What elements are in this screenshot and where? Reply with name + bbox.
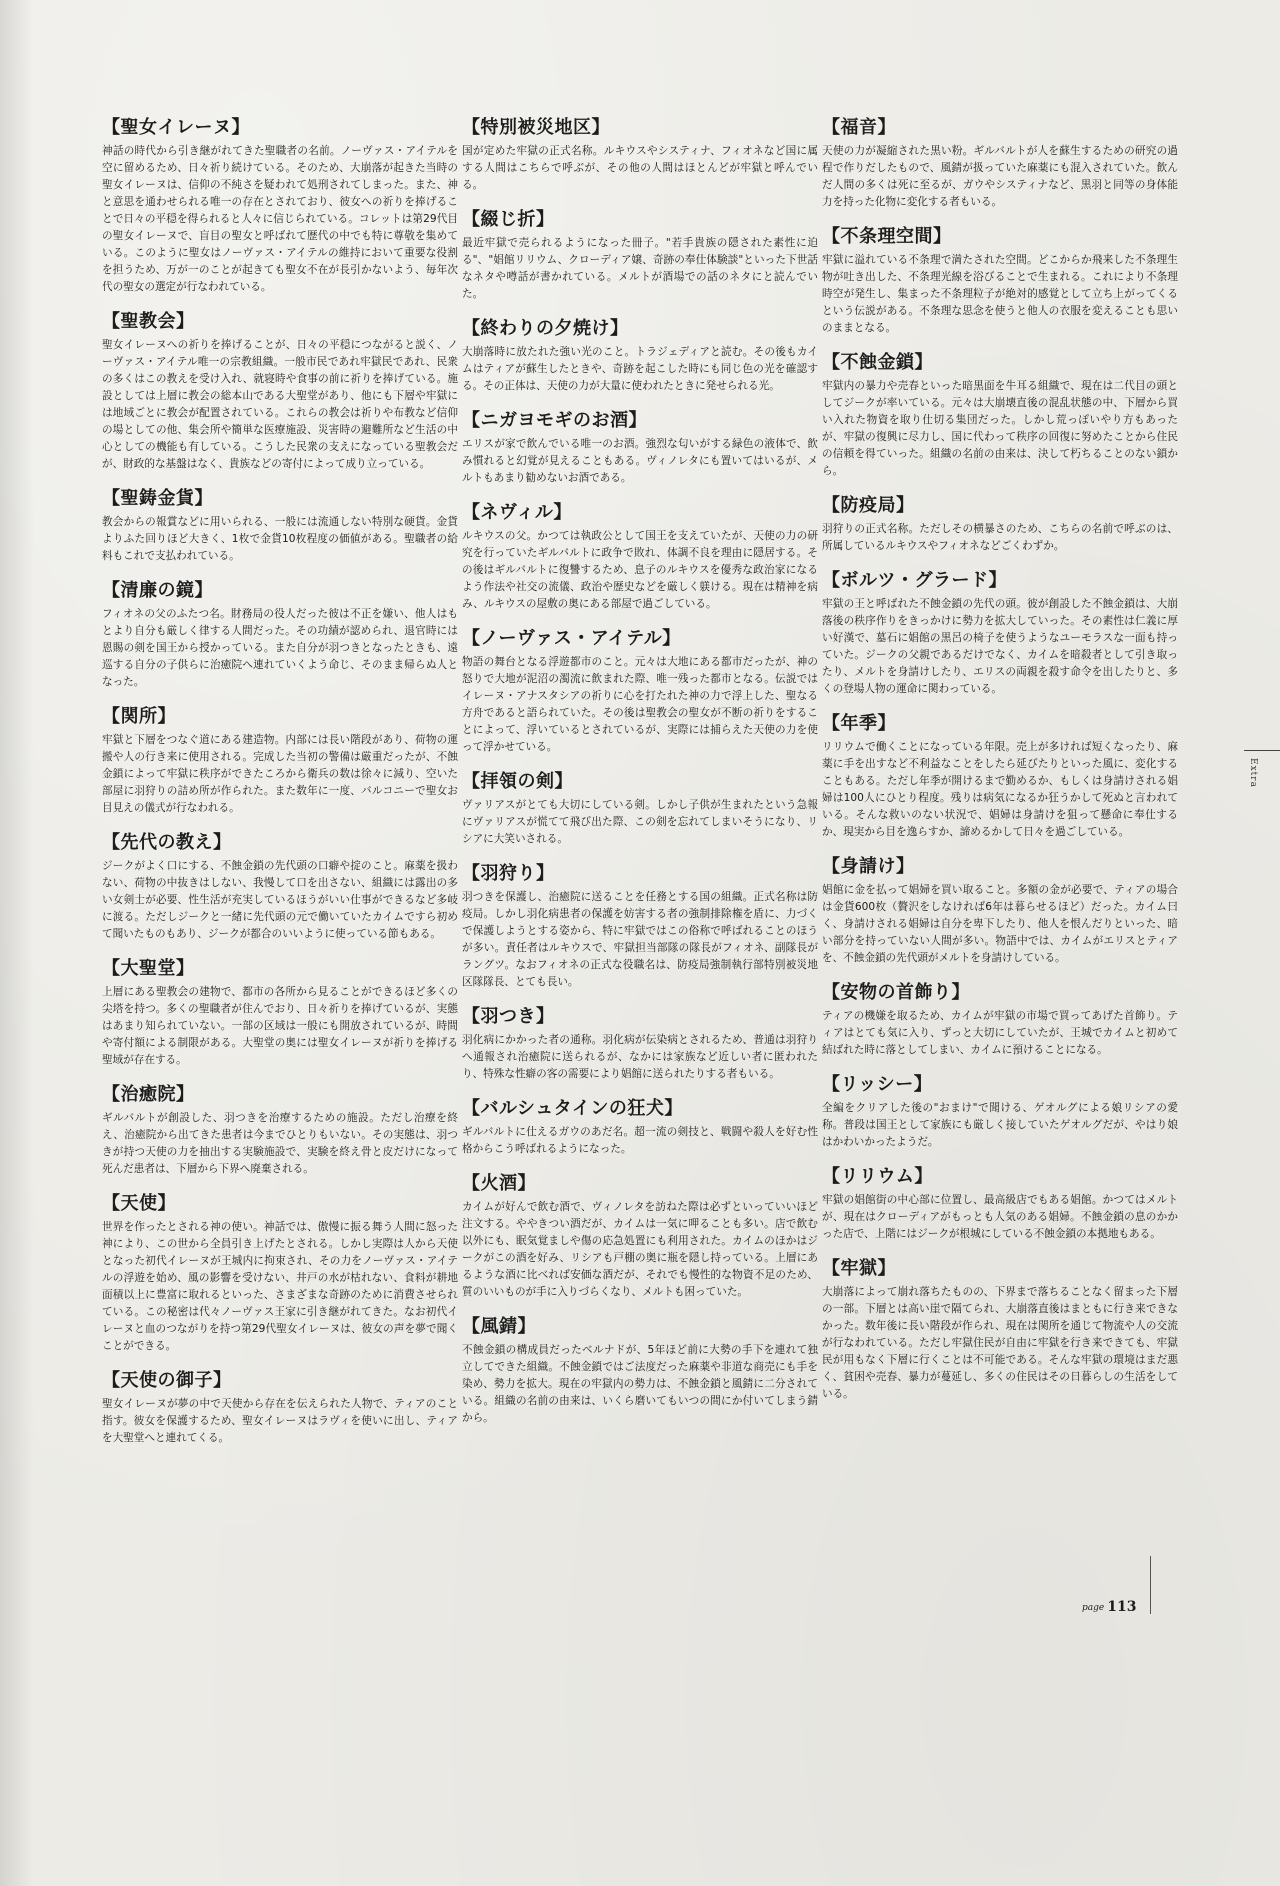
- entry-title: 【大聖堂】: [102, 958, 195, 979]
- entry-body: ギルバルトに仕えるガウのあだ名。超一流の剣技と、戦闘や殺人を好む性格からこう呼ばれるようになった。: [462, 1126, 818, 1155]
- entry-title: 【関所】: [102, 706, 176, 727]
- glossary-column-1: [102, 116, 458, 1461]
- entry-title: 【不蝕金鎖】: [822, 352, 933, 373]
- entry-title: 【聖女イレーヌ】: [102, 117, 250, 138]
- entry-body: 大崩落時に放たれた強い光のこと。トラジェディアと読む。その後もカイムはティアが蘇生したときや、奇跡を起こした時にも同じ色の光を確認する。その正体は、天使の力が大量に使われたときに発せられる光。: [462, 346, 818, 392]
- entry-title: 【拝領の剣】: [462, 771, 573, 792]
- entry-title: 【天使の御子】: [102, 1370, 232, 1391]
- glossary-entry: [462, 1172, 818, 1301]
- entry-body: 羽化病にかかった者の通称。羽化病が伝染病とされるため、普通は羽狩りへ通報され治癒院に送られるが、なかには家族など近しい者に匿われたり、特殊な性癖の客の需要により娼館に送られたりする者もいる。: [462, 1034, 818, 1080]
- glossary-entry: [822, 494, 1178, 555]
- entry-body: 牢獄の王と呼ばれた不蝕金鎖の先代の頭。彼が創設した不蝕金鎖は、大崩落後の秩序作りをきっかけに勢力を拡大していった。その素性は仁義に厚い好漢で、墓石に娼館の黒呂の椅子を使うようなユーモラスな一面も持っていた。ジークの父親であるだけでなく、カイムを暗殺者として引き取ったり、メルトを身請けしたり、エリスの両親を殺す命令を出したりと、多くの登場人物の運命に関わっている。: [822, 598, 1178, 695]
- glossary-entry: [462, 208, 818, 303]
- entry-body: 不蝕金鎖の構成員だったベルナドが、5年ほど前に大勢の手下を連れて独立してできた組織。不蝕金鎖ではご法度だった麻薬や非道な商売にも手を染め、勢力を拡大。現在の牢獄内の勢力は、不蝕金鎖と風錆に二分されている。組織の名前の由来は、いくら磨いてもいつの間にか付いてしまう錆から。: [462, 1344, 818, 1424]
- entry-title: 【清廉の鏡】: [102, 580, 213, 601]
- entry-title: 【ノーヴァス・アイテル】: [462, 628, 681, 649]
- entry-title: 【天使】: [102, 1193, 176, 1214]
- entry-body: 羽つきを保護し、治癒院に送ることを任務とする国の組織。正式名称は防疫局。しかし羽化病患者の保護を妨害する者の強制排除権を盾に、力づくで保護しようとする姿から、特に牢獄ではこの俗称で呼ばれることのほうが多い。責任者はルキウスで、牢獄担当部隊の隊長がフィオネ、副隊長がラングツ。なおフィオネの正式な役職名は、防疫局強制執行部特別被災地区隊隊長、とても長い。: [462, 891, 818, 988]
- glossary-column-2: [462, 116, 818, 1441]
- entry-body: 上層にある聖教会の建物で、都市の各所から見ることができるほど多くの尖塔を持つ。多くの聖職者が住んでおり、日々祈りを捧げているが、実態はあまり知られていない。一部の区域は一般にも開放されているが、時間や寄付額による制限がある。大聖堂の奥には聖女イレーヌが祈りを捧げる聖域が存在する。: [102, 986, 458, 1066]
- entry-title: 【ニガヨモギのお酒】: [462, 410, 647, 431]
- entry-title: 【バルシュタインの狂犬】: [462, 1098, 683, 1119]
- entry-body: 聖女イレーヌが夢の中で天使から存在を伝えられた人物で、ティアのこと指す。彼女を保護するため、聖女イレーヌはラヴィを使いに出し、ティアを大聖堂へと連れてくる。: [102, 1398, 458, 1444]
- glossary-entry: [462, 862, 818, 991]
- entry-body: カイムが好んで飲む酒で、ヴィノレタを訪ねた際は必ずといっていいほど注文する。ややきつい酒だが、カイムは一気に呷ることも多い。店で飲む以外にも、眠気覚ましや傷の応急処置にも利用された。カイムのほかはジークがこの酒を好み、リシアも戸棚の奥に瓶を隠し持っている。上層にあるような酒に比べれば安価な酒だが、それでも慢性的な物資不足のため、質のいいものが手に入りづらくなり、メルトも困っていた。: [462, 1201, 818, 1298]
- entry-body: 娼館に金を払って娼婦を買い取ること。多額の金が必要で、ティアの場合は金貨600枚（贅沢をしなければ6年は暮らせるほど）だった。カイム曰く、身請けされる娼婦は自分を卑下したり、他人を恨んだりといった、暗い部分を持っていない人間が多い。物語中では、カイムがエリスとティアを、不蝕金鎖の先代頭がメルトを身請けしている。: [822, 884, 1178, 964]
- page-folio: [1082, 1576, 1136, 1616]
- glossary-entry: [462, 1005, 818, 1083]
- folio-word: page: [1082, 1603, 1105, 1613]
- glossary-entry: [822, 712, 1178, 841]
- glossary-entry: [102, 310, 458, 473]
- entry-body: リリウムで働くことになっている年限。売上が多ければ短くなったり、麻薬に手を出すなど不利益なことをしたら延びたりといった風に、変化することもある。ただし年季が開けるまで勤めるか、もしくは身請けされる娼婦は100人にひとり程度。残りは病気になるか狂うかして死ぬと言われている。そんな救いのない状況で、娼婦は身請けを狙って懸命に奉仕するか、現実から目を逸らすか、諦めるかして日々を過ごしている。: [822, 741, 1178, 838]
- entry-title: 【羽つき】: [462, 1006, 555, 1027]
- glossary-entry: [822, 116, 1178, 211]
- entry-body: 国が定めた牢獄の正式名称。ルキウスやシスティナ、フィオネなど国に属する人間はこちらで呼ぶが、その他の人間はほとんどが牢獄と呼んでいる。: [462, 145, 818, 191]
- entry-title: 【安物の首飾り】: [822, 982, 970, 1003]
- entry-title: 【羽狩り】: [462, 863, 555, 884]
- entry-body: ティアの機嫌を取るため、カイムが牢獄の市場で買ってあげた首飾り。ティアはとても気に入り、ずっと大切にしていたが、王城でカイムと初めて結ばれた時に落としてしまい、カイムに預けることになる。: [822, 1010, 1178, 1056]
- entry-title: 【身請け】: [822, 856, 915, 877]
- entry-body: 教会からの報賞などに用いられる、一般には流通しない特別な硬貨。金貨よりふた回りほど大きく、1枚で金貨10枚程度の価値がある。聖職者の給料もこれで支払われている。: [102, 516, 458, 562]
- entry-body: 牢獄内の暴力や売春といった暗黒面を牛耳る組織で、現在は二代目の頭としてジークが率いている。元々は大崩壊直後の混乱状態の中、下層から買い入れた物資を取り仕切る集団だった。しかし荒っぽいやり方もあったが、牢獄の復興に尽力し、国に代わって秩序の回復に努めたことから住民の信頼を得ていった。組織の名前の由来は、決して朽ちることのない鎖から。: [822, 380, 1178, 477]
- entry-body: 牢獄と下層をつなぐ道にある建造物。内部には長い階段があり、荷物の運搬や人の行き来に使用される。完成した当初の警備は厳重だったが、不蝕金鎖によって牢獄に秩序ができたころから衛兵の数は徐々に減り、空いた部屋に羽狩りの詰め所が作られた。また数年に一度、バルコニーで聖女お目見えの儀式が行なわれる。: [102, 734, 458, 814]
- glossary-entry: [462, 116, 818, 194]
- entry-title: 【牢獄】: [822, 1258, 896, 1279]
- glossary-entry: [462, 1315, 818, 1427]
- glossary-entry: [822, 1073, 1178, 1151]
- glossary-entry: [462, 409, 818, 487]
- section-tab-label: Extra: [1248, 758, 1258, 788]
- glossary-entry: [102, 487, 458, 565]
- glossary-entry: [102, 579, 458, 691]
- entry-body: フィオネの父のふたつ名。財務局の役人だった彼は不正を嫌い、他人はもとより自分も厳しく律する人間だった。その功績が認められ、退官時には恩賜の剣を国王から授かっている。また自分が羽つきとなったときも、遠巡する自分の子供らに治癒院へ連れていくよう命じ、そのまま帰らぬ人となった。: [102, 608, 458, 688]
- entry-body: 神話の時代から引き継がれてきた聖職者の名前。ノーヴァス・アイテルを空に留めるため、日々祈り続けている。そのため、大崩落が起きた当時の聖女イレーヌは、信仰の不純さを疑われて処刑されてしまった。また、神と意思を通わせられる唯一の存在とされており、彼女への祈りを捧げることで日々の平穏を得られると人々に信じられている。コレットは第29代目の聖女イレーヌで、盲目の聖女と呼ばれて歴代の中でも特に尊敬を集めている。このように聖女はノーヴァス・アイテルの維持において重要な役割を担うため、万が一のことが起きても聖女不在が長引かないよう、毎年次代の聖女の選定が行なわれている。: [102, 145, 458, 293]
- entry-title: 【聖教会】: [102, 311, 195, 332]
- entry-title: 【リッシー】: [822, 1074, 933, 1095]
- entry-body: 最近牢獄で売られるようになった冊子。"若手貴族の隠された素性に迫る"、"娼館リリウム、クローディア嬢、奇跡の奉仕体験談"といった下世話なネタや噂話が書かれている。メルトが酒場での話のネタにと読んでいた。: [462, 237, 818, 300]
- glossary-entry: [462, 627, 818, 756]
- entry-body: 天使の力が凝縮された黒い粉。ギルバルトが人を蘇生するための研究の過程で作りだしたもので、風錆が扱っていた麻薬にも混入されていた。飲んだ人間の多くは死に至るが、ガウやシスティナなど、黒羽と同等の身体能力を持った化物に変化する者もいる。: [822, 145, 1178, 208]
- glossary-entry: [102, 1369, 458, 1447]
- entry-title: 【不条理空間】: [822, 226, 952, 247]
- entry-body: 物語の舞台となる浮遊都市のこと。元々は大地にある都市だったが、神の怒りで大地が泥沼の濁流に飲まれた際、唯一残った都市となる。伝説ではイレーヌ・アナスタシアの祈りに心を打たれた神の力で浮上した、聖なる方舟であると語られていた。その後は聖教会の聖女が不断の祈りをすることによって、浮いているとされているが、実際には捕らえた天使の力を使って浮かせている。: [462, 656, 818, 753]
- glossary-entry: [822, 981, 1178, 1059]
- glossary-entry: [102, 116, 458, 296]
- glossary-column-3: [822, 116, 1178, 1417]
- entry-body: 牢獄の娼館街の中心部に位置し、最高級店でもある娼館。かつてはメルトが、現在はクローディアがもっとも人気のある娼婦。不蝕金鎖の息のかかった店で、上階にはジークが根城にしている不蝕金鎖の本拠地もある。: [822, 1194, 1178, 1240]
- glossary-entry: [462, 1097, 818, 1158]
- glossary-entry: [102, 1192, 458, 1355]
- entry-title: 【風錆】: [462, 1316, 536, 1337]
- entry-title: 【年季】: [822, 713, 896, 734]
- entry-body: 全編をクリアした後の"おまけ"で聞ける、ゲオルグによる娘リシアの愛称。普段は国王として家族にも厳しく接していたゲオルグだが、やはり娘はかわいかったようだ。: [822, 1102, 1178, 1148]
- glossary-entry: [462, 501, 818, 613]
- entry-title: 【福音】: [822, 117, 896, 138]
- glossary-entry: [102, 1083, 458, 1178]
- glossary-entry: [822, 1257, 1178, 1403]
- entry-body: 聖女イレーヌへの祈りを捧げることが、日々の平穏につながると説く、ノーヴァス・アイテル唯一の宗教組織。一般市民であれ牢獄民であれ、民衆の多くはこの教えを受け入れ、就寝時や食事の前に祈りを捧げている。施設としては上層に教会の総本山である大聖堂があり、他にも下層や牢獄には地域ごとに教会が配置されている。これらの教会は祈りや布教など信仰の場としての他、集会所や簡単な医療施設、災害時の避難所など生活の中心としての機能も有している。こうした民衆の支えになっている聖教会だが、財政的な基盤はなく、貴族などの寄付によって成り立っている。: [102, 339, 458, 470]
- entry-title: 【聖鋳金貨】: [102, 488, 213, 509]
- glossary-entry: [822, 225, 1178, 337]
- entry-title: 【防疫局】: [822, 495, 915, 516]
- entry-title: 【綴じ折】: [462, 209, 555, 230]
- entry-body: 世界を作ったとされる神の使い。神話では、傲慢に振る舞う人間に怒った神により、この世から全員引き上げたとされる。しかし実際は人から天使となった初代イレーヌが王城内に拘束され、その力をノーヴァス・アイテルの浮遊を始め、風の影響を受けない、井戸の水が枯れない、食料が耕地面積以上に豊富に取れるといった、さまざまな奇跡のために消費させられている。この秘密は代々ノーヴァス王家に引き継がれてきた。なお初代イレーヌと血のつながりを持つ第29代聖女イレーヌは、彼女の声を夢で聞くことができる。: [102, 1221, 458, 1352]
- glossary-entry: [462, 770, 818, 848]
- glossary-entry: [102, 705, 458, 817]
- glossary-entry: [822, 351, 1178, 480]
- glossary-entry: [462, 317, 818, 395]
- entry-title: 【火酒】: [462, 1173, 536, 1194]
- glossary-entry: [102, 831, 458, 943]
- entry-body: 大崩落によって崩れ落ちたものの、下界まで落ちることなく留まった下層の一部。下層とは高い崖で隔てられ、大崩落直後はまともに行き来できなかった。数年後に長い階段が作られ、現在は関所を通じて物流や人の交流が行なわれている。ただし牢獄住民が自由に牢獄を行き来できても、牢獄民が用もなく下層に行くことは不可能である。そんな牢獄の環境はまだ悪く、貧困や売春、暴力が蔓延し、多くの住民はその日暮らしの生活をしている。: [822, 1286, 1178, 1400]
- entry-title: 【治癒院】: [102, 1084, 195, 1105]
- glossary-entry: [102, 957, 458, 1069]
- glossary-entry: [822, 569, 1178, 698]
- entry-body: ジークがよく口にする、不蝕金鎖の先代頭の口癖や掟のこと。麻薬を扱わない、荷物の中抜きはしない、我慢して口を出さない、組織には露出の多い女剣士が必要、性生活が充実しているほうがいい仕事ができるなど多岐に渡る。ただしジークと一緒に先代頭の元で働いていたカイムですら初めて聞いたものもあり、ジークが都合のいいように使っている節もある。: [102, 860, 458, 940]
- entry-title: 【特別被災地区】: [462, 117, 610, 138]
- glossary-entry: [822, 855, 1178, 967]
- folio-rule: [1150, 1556, 1151, 1614]
- entry-title: 【リリウム】: [822, 1166, 933, 1187]
- binding-shadow: [0, 0, 34, 1886]
- entry-body: 羽狩りの正式名称。ただしその横暴さのため、こちらの名前で呼ぶのは、所属しているルキウスやフィオネなどごくわずか。: [822, 523, 1178, 552]
- entry-title: 【ネヴィル】: [462, 502, 572, 523]
- entry-body: ギルバルトが創設した、羽つきを治療するための施設。ただし治療を終え、治癒院から出てきた患者は今までひとりもいない。その実態は、羽つきが持つ天使の力を抽出する実験施設で、実験を終え骨と皮だけになって死んだ患者は、下層から下界へ廃棄される。: [102, 1112, 458, 1175]
- page-number: 113: [1107, 1599, 1137, 1615]
- entry-body: ヴァリアスがとても大切にしている剣。しかし子供が生まれたという急報にヴァリアスが慌てて飛び出た際、この剣を忘れてしまいそうになり、リシアに大笑いされる。: [462, 799, 818, 845]
- entry-title: 【終わりの夕焼け】: [462, 318, 629, 339]
- entry-title: 【先代の教え】: [102, 832, 232, 853]
- glossary-entry: [822, 1165, 1178, 1243]
- entry-title: 【ボルツ・グラード】: [822, 570, 1007, 591]
- entry-body: 牢獄に溢れている不条理で満たされた空間。どこからか飛来した不条理生物が吐き出した、不条理光線を浴びることで生まれる。これにより不条理時空が発生し、集まった不条理粒子が絶対的感覚として立ち上がってくるという伝説がある。不条理な思念を使うと他人の衣服を変えることも思いのままとなる。: [822, 254, 1178, 334]
- entry-body: ルキウスの父。かつては執政公として国王を支えていたが、天使の力の研究を行っていたギルバルトに政争で敗れ、体調不良を理由に隠居する。その後はギルバルトに復讐するため、息子のルキウスを優秀な政治家になるよう作法や社交の流儀、政治や歴史などを厳しく躾ける。現在は精神を病み、ルキウスの屋敷の奥にある部屋で過ごしている。: [462, 530, 818, 610]
- entry-body: エリスが家で飲んでいる唯一のお酒。強烈な匂いがする緑色の液体で、飲み慣れると幻覚が見えることもある。ヴィノレタにも置いてはいるが、メルトもあまり勧めないお酒である。: [462, 438, 818, 484]
